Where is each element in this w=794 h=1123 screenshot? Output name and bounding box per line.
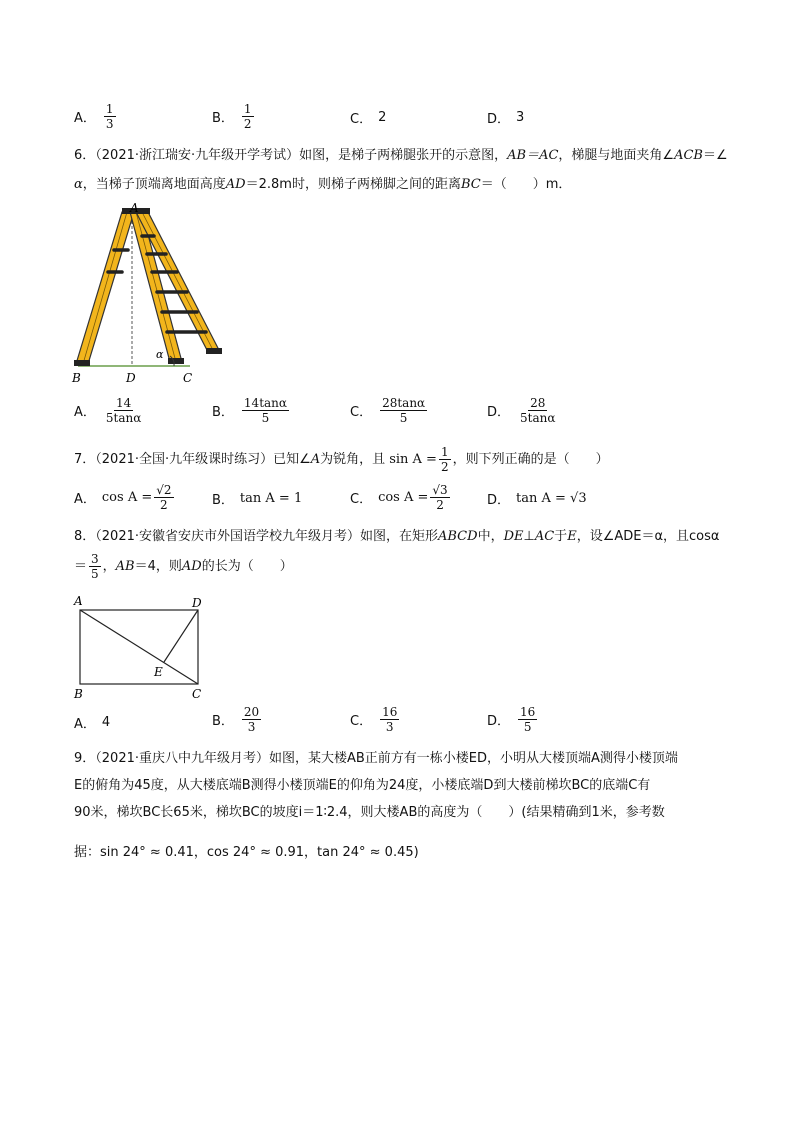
rectangle-figure	[70, 592, 215, 702]
label-b: B	[74, 687, 83, 701]
label-c: C	[192, 687, 202, 701]
q5-option-b[interactable]	[212, 102, 256, 131]
fraction: $\frac{28}{5\tan\alpha}$	[520, 396, 556, 425]
q6-option-c[interactable]	[350, 396, 429, 425]
q8-option-c[interactable]: C． $\frac{16}{3}$	[350, 705, 398, 734]
option-label: C．	[350, 112, 373, 127]
fraction: $\frac{14\tan\alpha}{5}$	[243, 396, 287, 425]
q8-stem-line1: 8．（2021·安徽省安庆市外国语学校九年级月考）如图，在矩形ABCD中，DE⊥AC于E，设∠ADE＝α，且cosα	[74, 529, 720, 544]
fraction: $\frac{√2}{2}$	[156, 483, 172, 512]
q5-option-c[interactable]	[350, 108, 386, 127]
label-e: E	[154, 665, 163, 679]
q9-stem-line3: 90米，梯坎BC长65米，梯坎BC的坡度i＝1∶2.4，则大楼AB的高度为（ ）(结果精确到1米，参考数	[74, 805, 665, 820]
option-value: 3	[516, 110, 525, 125]
option-label: A．	[74, 405, 96, 420]
label-d: D	[192, 596, 202, 610]
option-label: B．	[212, 405, 234, 420]
option-label: C．	[350, 405, 373, 420]
q7-stem: 7．（2021·全国·九年级课时练习）已知∠ A 为锐角，且 sin A = $\frac{1}{2}$ ，则下列正确的是（ ）	[74, 445, 609, 474]
q6-option-a[interactable]	[74, 396, 145, 425]
label-alpha: α	[156, 348, 164, 361]
q7-option-c[interactable]: C． cos A = $\frac{√3}{2}$	[350, 483, 448, 512]
label-b: B	[72, 371, 81, 385]
label-c: C	[183, 371, 193, 385]
fraction: $\frac{√3}{2}$	[432, 483, 448, 512]
label-d: D	[126, 371, 136, 385]
q9-stem-line4: 据：sin 24° ≈ 0.41，cos 24° ≈ 0.91，tan 24° ≈ 0.45)	[74, 845, 419, 860]
option-label: D．	[487, 112, 511, 127]
fraction: $\frac{20}{3}$	[243, 705, 260, 734]
option-value: 2	[378, 110, 387, 125]
q8-option-b[interactable]: B． $\frac{20}{3}$	[212, 705, 260, 734]
fraction: $\frac{16}{5}$	[520, 705, 536, 734]
q7-option-a[interactable]: A． cos A = $\frac{√2}{2}$	[74, 483, 172, 512]
option-label: B．	[212, 111, 234, 126]
q7-option-d[interactable]: D． tan A = √3	[487, 491, 587, 508]
label-a: A	[130, 202, 139, 215]
q9-stem-line1: 9．（2021·重庆八中九年级月考）如图，某大楼AB正前方有一栋小楼ED，小明从大楼顶端A测得小楼顶端	[74, 751, 678, 766]
q8-stem-line2: ＝ $\frac{3}{5}$ ， AB ＝4，则 AD 的长为（ ）	[74, 552, 293, 581]
option-label: A．	[74, 111, 96, 126]
option-label: D．	[487, 405, 511, 420]
ladder-figure	[70, 202, 235, 387]
q6-option-b[interactable]	[212, 396, 291, 425]
q5-option-d[interactable]	[487, 108, 524, 127]
label-a: A	[74, 594, 83, 608]
fraction: $\frac{16}{3}$	[382, 705, 398, 734]
q7-option-b[interactable]: B． tan A = 1	[212, 491, 303, 508]
fraction: $\frac{28\tan\alpha}{5}$	[382, 396, 426, 425]
fraction: $\frac{14}{5\tan\alpha}$	[105, 396, 142, 425]
q8-option-a[interactable]: A． 4	[74, 715, 111, 732]
fraction: $\frac{1}{3}$	[105, 102, 114, 131]
fraction: $\frac{1}{2}$	[243, 102, 252, 131]
q6-stem-line1: 6．（2021·浙江瑞安·九年级开学考试）如图，是梯子两梯腿张开的示意图，AB＝AC，梯腿与地面夹角∠ACB＝∠	[74, 148, 728, 163]
q9-stem-line2: E的俯角为45度，从大楼底端B测得小楼顶端E的仰角为24度，小楼底端D到大楼前梯坎BC的底端C有	[74, 778, 651, 793]
q6-stem-line2: α，当梯子顶端离地面高度AD＝2.8m时，则梯子两梯脚之间的距离BC＝（ ）m．	[74, 177, 572, 192]
q5-option-a[interactable]	[74, 102, 118, 131]
q6-option-d[interactable]	[487, 396, 559, 425]
q8-option-d[interactable]: D． $\frac{16}{5}$	[487, 705, 536, 734]
